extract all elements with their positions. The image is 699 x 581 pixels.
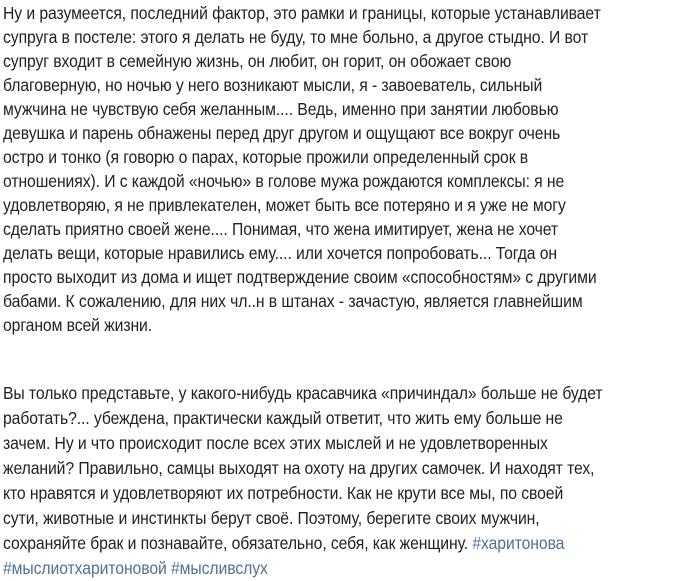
- hashtag-kharitonova[interactable]: #харитонова: [472, 533, 565, 553]
- text-line: просто выходит из дома и ищет подтверждение своим «способностям» с другими: [3, 267, 597, 287]
- text-line: кто нравятся и удовлетворяют их потребности. Как не крути все мы, по своей: [3, 483, 564, 503]
- text-line: удовлетворяю, я не привлекателен, может быть все потеряно и я уже не могу: [3, 195, 566, 215]
- text-line: органом всей жизни.: [3, 315, 153, 335]
- text-line: Вы только представьте, у какого-нибудь красавчика «причиндал» больше не будет: [3, 383, 603, 403]
- hashtag-mysliotkharitonovoy[interactable]: #мыслиотхаритоновой: [3, 558, 167, 578]
- post-text: [3, 1, 697, 578]
- text-line: делать вещи, которые нравились ему.... или хочется попробовать... Тогда он: [3, 243, 558, 263]
- text-line: мужчина не чувствую себя желанным.... Ведь, именно при занятии любовью: [3, 99, 559, 119]
- text-line: [3, 556, 603, 581]
- text-line: сути, животные и инстинкты берут своё. Поэтому, берегите своих мужчин,: [3, 508, 540, 528]
- text-line: зачем. Ну и что происходит после всех этих мыслей и не удовлетворенных: [3, 433, 548, 453]
- text-line: бабами. К сожалению, для них чл..н в штанах - зачастую, является главнейшим: [3, 291, 583, 311]
- text-line: остро и тонко (я говорю о парах, которые прожили определенный срок в: [3, 147, 529, 167]
- text-line: отношениях). И с каждой «ночью» в голове мужа рождаются комплексы: я не: [3, 171, 565, 191]
- text-segment: сохраняйте брак и познавайте, обязательно, себя, как женщину.: [3, 533, 469, 553]
- text-line: желаний? Правильно, самцы выходят на охоту на других самочек. И находят тех,: [3, 458, 595, 478]
- hashtag-myslivslukh[interactable]: #мысливслух: [171, 558, 268, 578]
- text-line: девушка и парень обнажены перед друг другом и ощущают все вокруг очень: [3, 123, 561, 143]
- text-line: благоверную, но ночью у него возникают мысли, я - завоеватель, сильный: [3, 75, 543, 95]
- paragraph-1: [3, 1, 697, 337]
- text-line: Ну и разумеется, последний фактор, это рамки и границы, которые устанавливает: [3, 3, 601, 23]
- text-line: супруга в постеле: этого я делать не буду, то мне больно, а другое стыдно. И вот: [3, 27, 589, 47]
- text-line: работать?... убеждена, практически каждый ответит, что жить ему больше не: [3, 408, 563, 428]
- paragraph-2: [3, 381, 669, 581]
- text-line: сделать приятно своей жене.... Понимая, что жена имитирует, жена не хочет: [3, 219, 559, 239]
- text-line: супруг входит в семейную жизнь, он любит, он горит, он обожает свою: [3, 51, 512, 71]
- text-line: [3, 531, 603, 556]
